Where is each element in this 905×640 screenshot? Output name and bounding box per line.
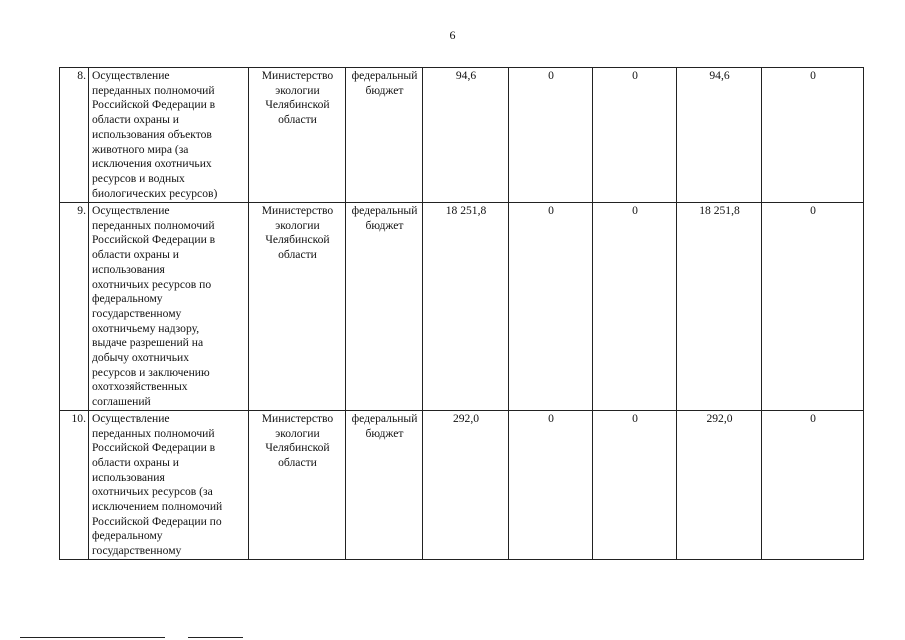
funding-source bbox=[346, 68, 423, 203]
activity-name-line: федеральному bbox=[92, 292, 163, 306]
executor-line: Министерство bbox=[261, 69, 334, 82]
amount-col-4: 0 bbox=[762, 68, 864, 203]
executor-line: экологии bbox=[275, 218, 320, 232]
amount-col-1: 0 bbox=[509, 68, 593, 203]
funding-source-line: бюджет bbox=[365, 218, 404, 232]
executor bbox=[249, 68, 346, 203]
total-amount: 292,0 bbox=[423, 410, 509, 559]
activity-name-line: добычу охотничьих bbox=[92, 351, 190, 365]
activity-name-line: области охраны и bbox=[92, 248, 179, 262]
activity-name-line: области охраны и bbox=[92, 113, 179, 127]
amount-col-3: 292,0 bbox=[677, 410, 762, 559]
executor-line: области bbox=[278, 455, 317, 469]
executor-line: Челябинской bbox=[265, 98, 330, 112]
footer-rule-right bbox=[188, 637, 243, 638]
table-row bbox=[60, 410, 864, 559]
activity-name bbox=[89, 203, 249, 411]
amount-col-4: 0 bbox=[762, 203, 864, 411]
activity-name-line: использования bbox=[92, 262, 165, 276]
budget-table bbox=[59, 67, 864, 560]
executor-line: области bbox=[278, 248, 317, 262]
activity-name-line: исключением полномочий bbox=[92, 500, 223, 514]
activity-name-line: использования bbox=[92, 470, 165, 484]
table-row bbox=[60, 203, 864, 411]
executor-line: Челябинской bbox=[265, 441, 330, 455]
activity-name-line: охотничьих ресурсов (за bbox=[92, 485, 213, 499]
funding-source-line: бюджет bbox=[365, 426, 404, 440]
activity-name-line: биологических ресурсов) bbox=[92, 186, 218, 200]
activity-name-line: охотхозяйственных bbox=[92, 380, 188, 394]
activity-name-line: ресурсов и заключению bbox=[92, 365, 210, 379]
activity-name bbox=[89, 68, 249, 203]
activity-name-line: охотничьих ресурсов по bbox=[92, 277, 212, 291]
executor-line: экологии bbox=[275, 83, 320, 97]
table-row bbox=[60, 68, 864, 203]
total-amount: 18 251,8 bbox=[423, 203, 509, 411]
activity-name-line: использования объектов bbox=[92, 127, 212, 141]
activity-name-line: Российской Федерации в bbox=[92, 233, 216, 247]
footer-rule-left bbox=[20, 637, 165, 638]
funding-source-line: федеральный bbox=[351, 69, 418, 82]
amount-col-3: 94,6 bbox=[677, 68, 762, 203]
amount-col-2: 0 bbox=[593, 410, 677, 559]
activity-name-line: государственному bbox=[92, 306, 182, 320]
activity-name bbox=[89, 410, 249, 559]
executor bbox=[249, 203, 346, 411]
activity-name-line: животного мира (за bbox=[92, 142, 189, 156]
activity-name-line: Осуществление bbox=[92, 69, 170, 82]
activity-name-line: области охраны и bbox=[92, 455, 179, 469]
activity-name-line: ресурсов и водных bbox=[92, 171, 185, 185]
amount-col-3: 18 251,8 bbox=[677, 203, 762, 411]
row-number: 9. bbox=[60, 203, 89, 411]
funding-source-line: федеральный bbox=[351, 204, 418, 217]
amount-col-2: 0 bbox=[593, 68, 677, 203]
funding-source-line: федеральный bbox=[351, 411, 418, 425]
activity-name-line: федеральному bbox=[92, 529, 163, 543]
activity-name-line: Осуществление bbox=[92, 411, 170, 425]
activity-name-line: переданных полномочий bbox=[92, 83, 215, 97]
activity-name-line: Российской Федерации в bbox=[92, 441, 216, 455]
executor-line: экологии bbox=[275, 426, 320, 440]
activity-name-line: исключения охотничьих bbox=[92, 157, 212, 171]
funding-source bbox=[346, 410, 423, 559]
executor-line: области bbox=[278, 113, 317, 127]
activity-name-line: соглашений bbox=[92, 395, 151, 409]
funding-source bbox=[346, 203, 423, 411]
activity-name-line: Осуществление bbox=[92, 204, 170, 217]
amount-col-1: 0 bbox=[509, 203, 593, 411]
amount-col-4: 0 bbox=[762, 410, 864, 559]
executor-line: Министерство bbox=[261, 204, 334, 217]
funding-source-line: бюджет bbox=[365, 83, 404, 97]
activity-name-line: переданных полномочий bbox=[92, 426, 215, 440]
activity-name-line: выдаче разрешений на bbox=[92, 336, 204, 350]
row-number: 10. bbox=[60, 410, 89, 559]
page-number: 6 bbox=[449, 28, 456, 42]
activity-name-line: охотничьему надзору, bbox=[92, 321, 200, 335]
activity-name-line: Российской Федерации в bbox=[92, 98, 216, 112]
executor-line: Министерство bbox=[261, 411, 334, 425]
activity-name-line: Российской Федерации по bbox=[92, 514, 222, 528]
row-number: 8. bbox=[60, 68, 89, 203]
amount-col-1: 0 bbox=[509, 410, 593, 559]
total-amount: 94,6 bbox=[423, 68, 509, 203]
executor-line: Челябинской bbox=[265, 233, 330, 247]
activity-name-line: переданных полномочий bbox=[92, 218, 215, 232]
amount-col-2: 0 bbox=[593, 203, 677, 411]
activity-name-line: государственному bbox=[92, 544, 182, 558]
executor bbox=[249, 410, 346, 559]
